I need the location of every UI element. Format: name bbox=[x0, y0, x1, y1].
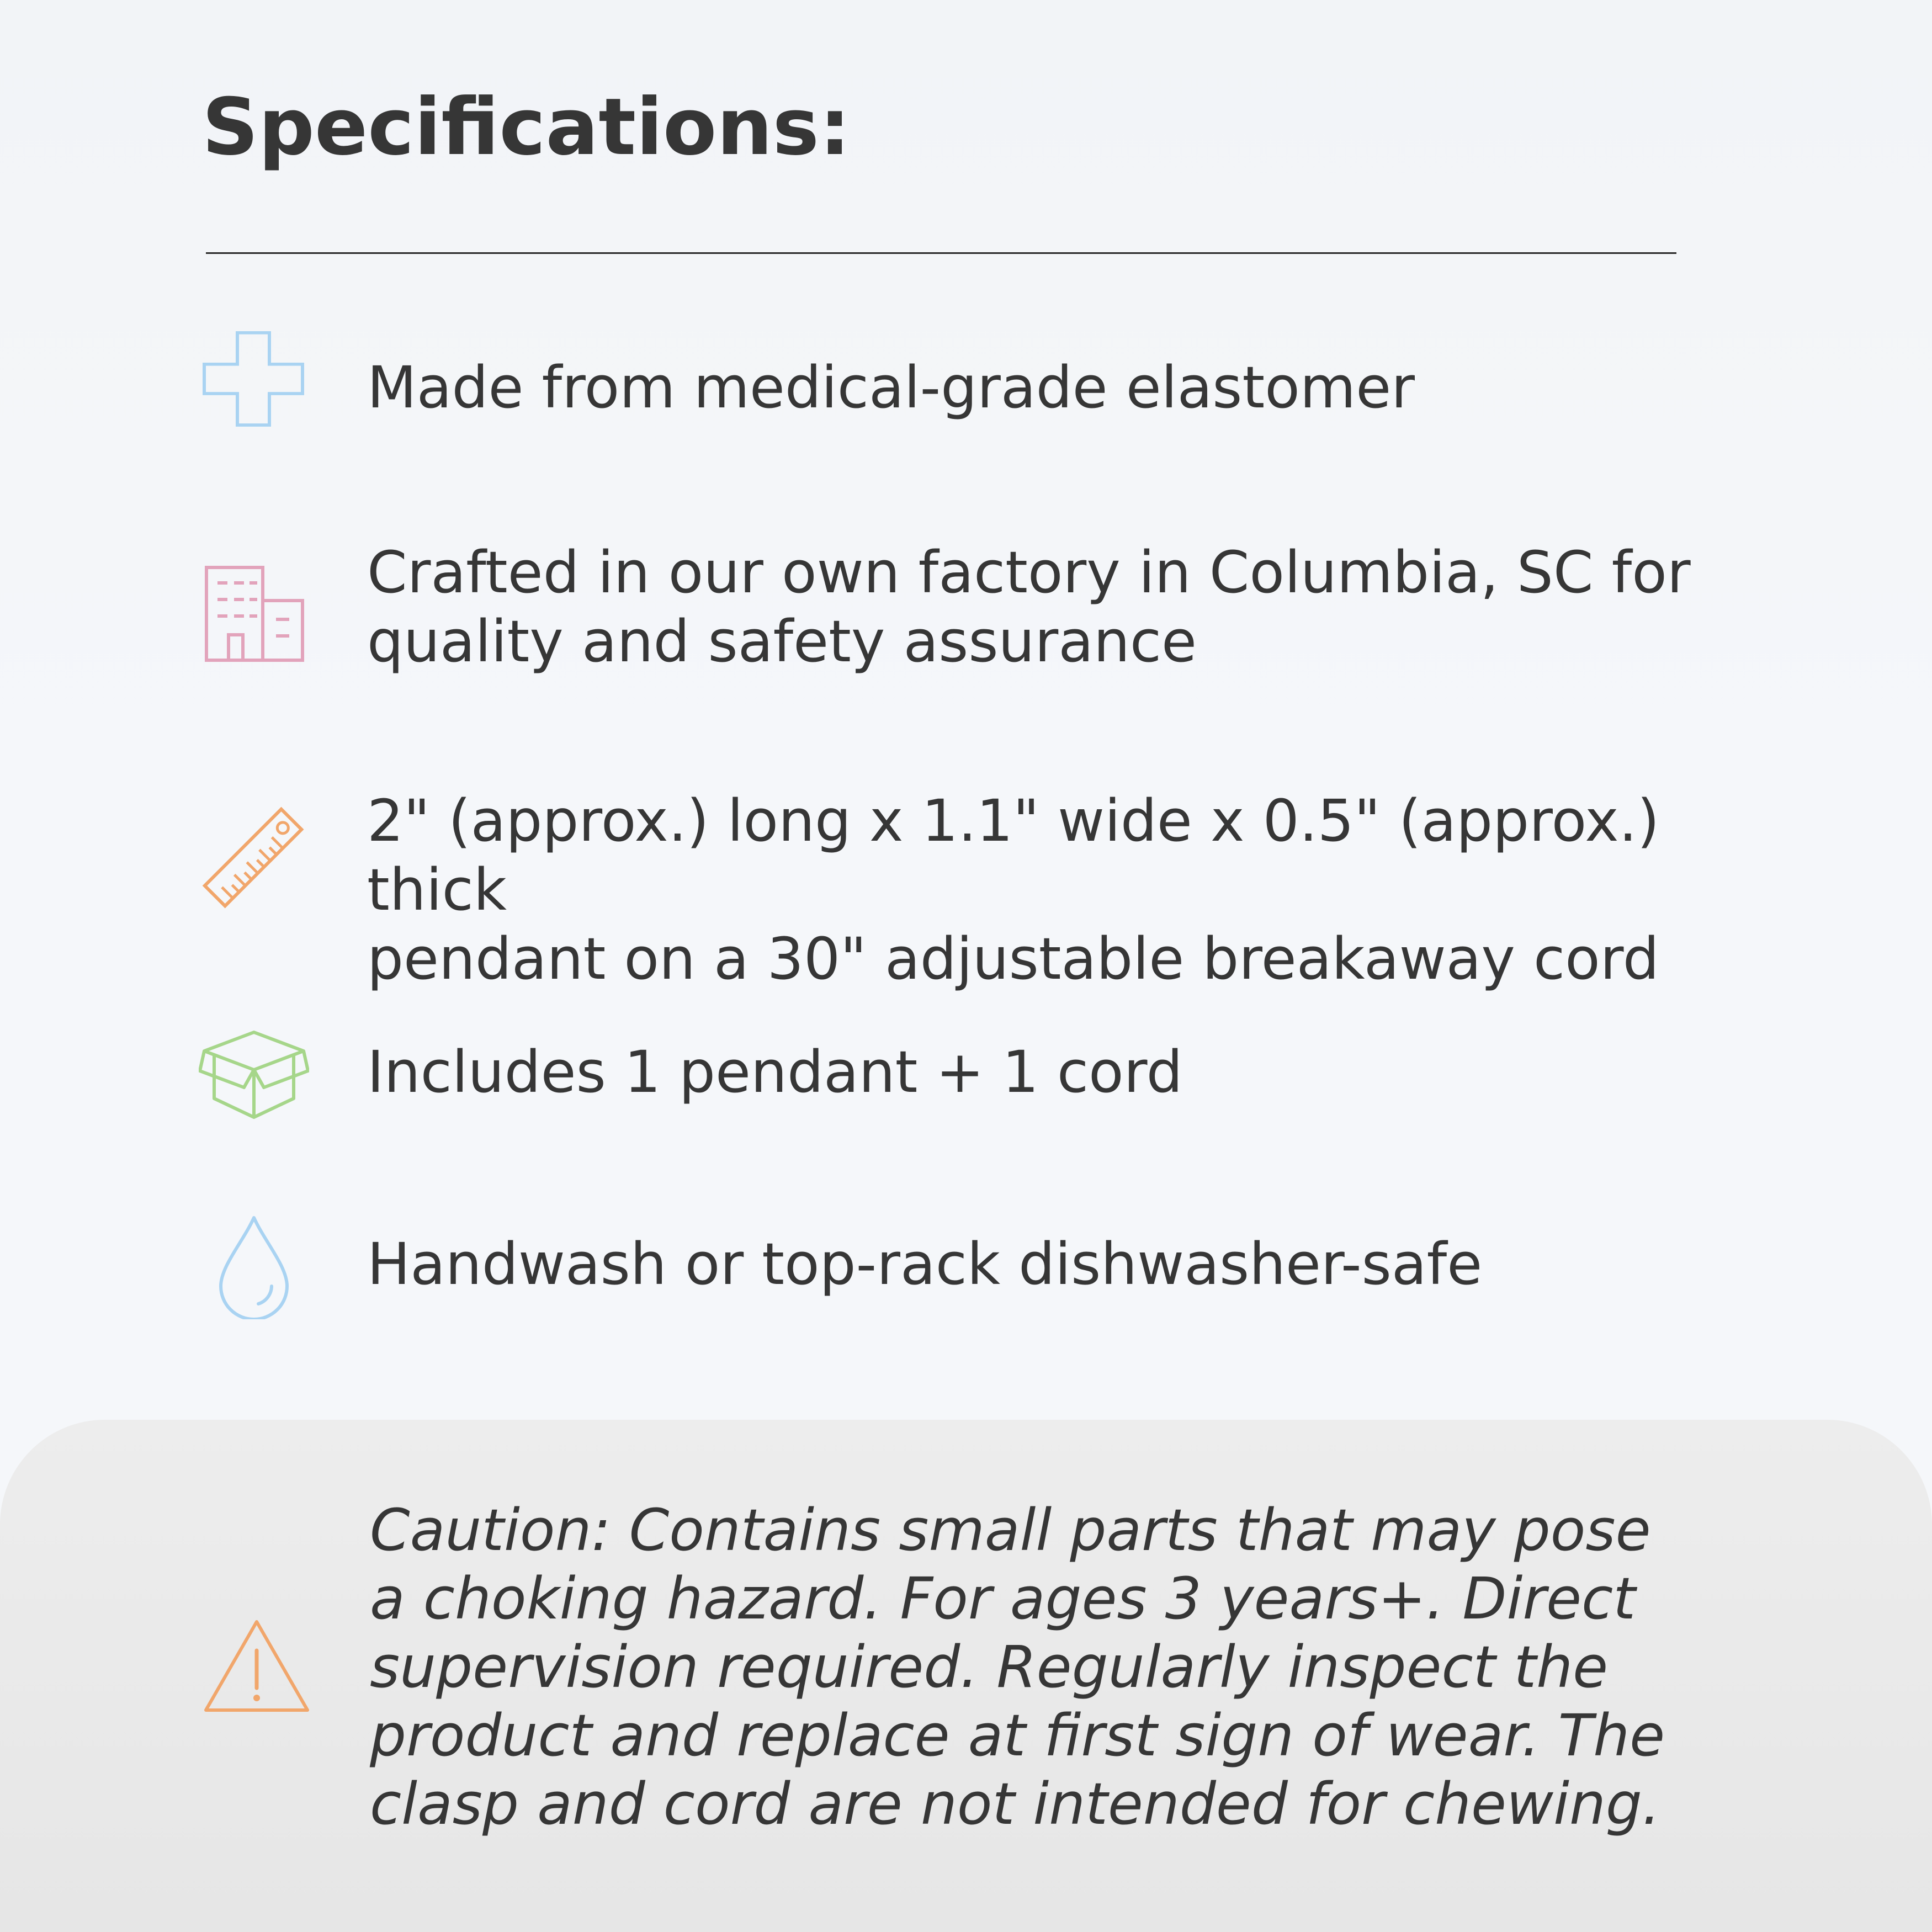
ruler-icon bbox=[199, 803, 309, 914]
spec-text-contents: Includes 1 pendant + 1 cord bbox=[367, 1038, 1183, 1106]
water-drop-icon bbox=[199, 1209, 309, 1319]
spec-text-material: Made from medical-grade elastomer bbox=[367, 354, 1415, 421]
medical-cross-icon bbox=[199, 326, 309, 436]
warning-triangle-icon bbox=[201, 1617, 312, 1717]
spec-text-factory: Crafted in our own factory in Columbia, SC for quality and safety assurance bbox=[367, 539, 1691, 675]
spec-text-care: Handwash or top-rack dishwasher-safe bbox=[367, 1230, 1483, 1298]
open-box-icon bbox=[199, 1016, 309, 1126]
caution-text: Caution: Contains small parts that may pose a choking hazard. For ages 3 years+. Direct supervision required. Regularly inspect the product and replace at first sign of wear. The clasp and cord are not intended for chewing. bbox=[370, 1496, 1665, 1838]
factory-building-icon bbox=[199, 558, 309, 668]
page-title: Specifications: bbox=[202, 82, 851, 173]
spec-text-dimensions: 2" (approx.) long x 1.1" wide x 0.5" (approx.) thick pendant on a 30" adjustable breakaway cord bbox=[367, 787, 1660, 992]
title-divider bbox=[206, 252, 1676, 254]
